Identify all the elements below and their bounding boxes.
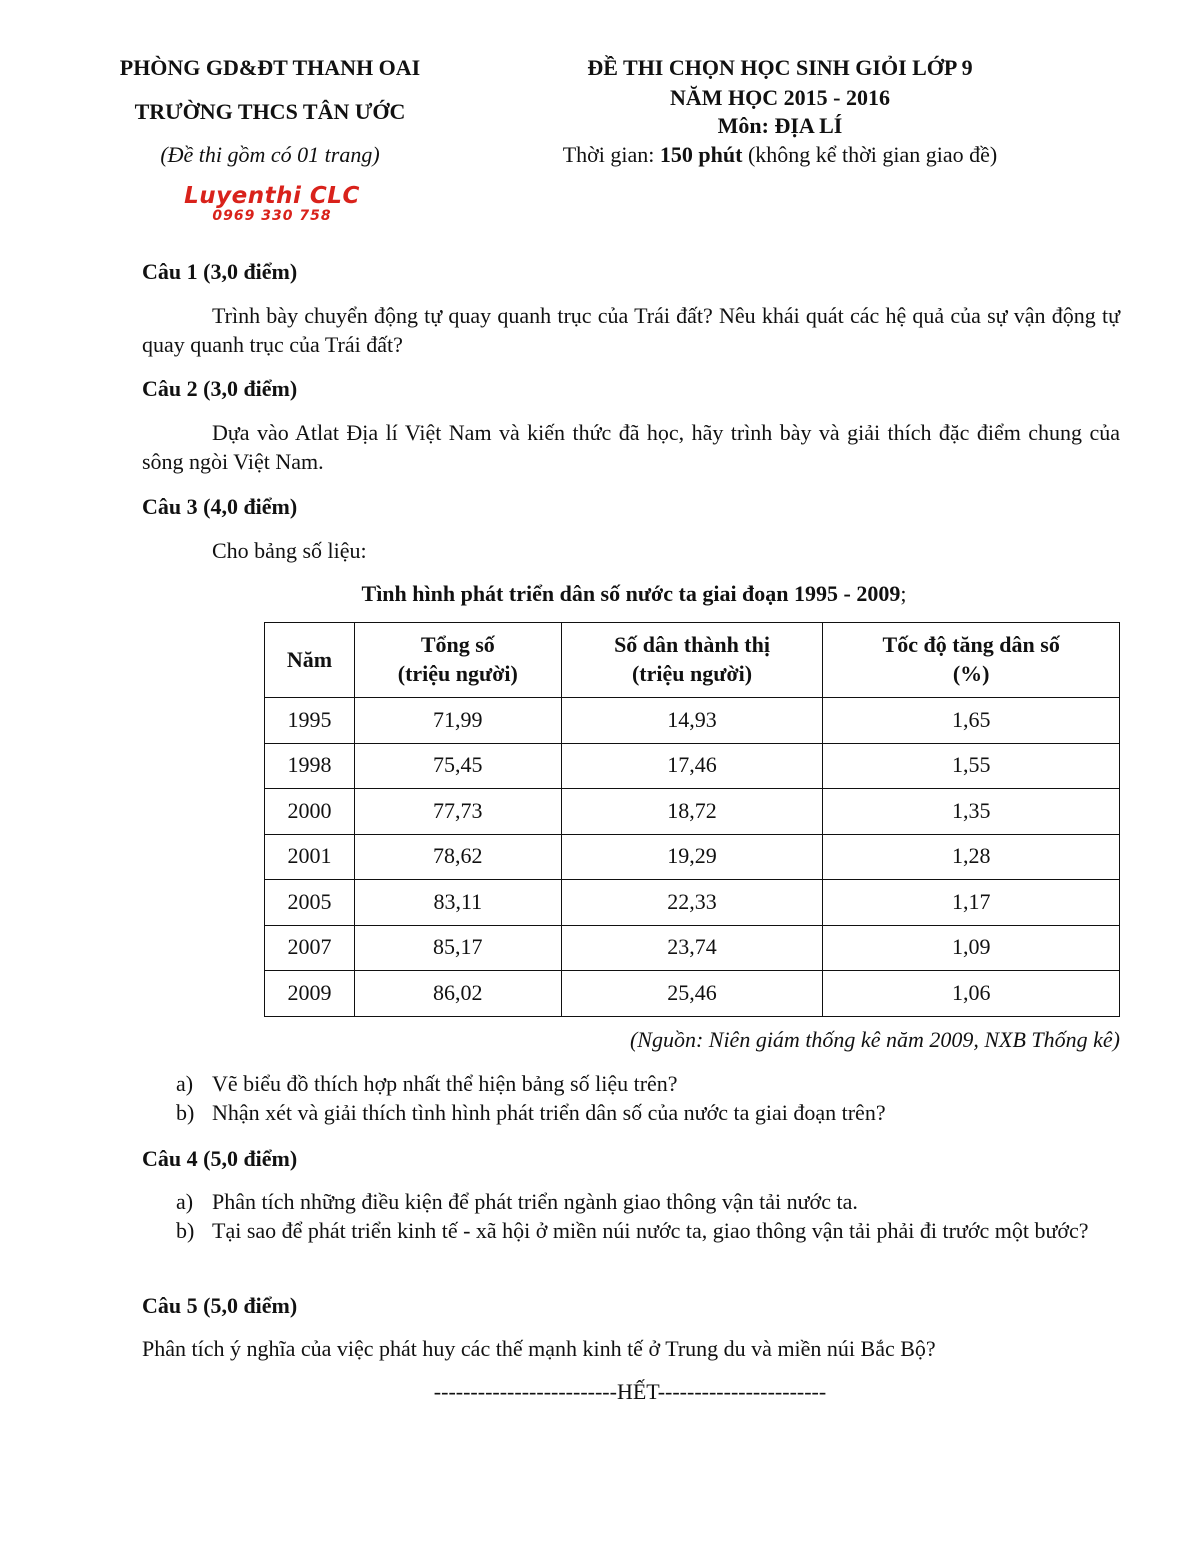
time-prefix: Thời gian: [562,142,660,167]
table-header-cell: Năm [265,623,355,698]
list-item-label: b) [176,1218,195,1243]
time-suffix: (không kể thời gian giao đề) [742,142,998,167]
time-value: 150 phút [659,142,743,167]
population-table [264,622,1120,1017]
table-row [265,880,1120,926]
table-cell: 23,74 [561,925,823,971]
table-cell: 2007 [265,925,355,971]
table-cell: 14,93 [561,698,823,744]
table-header-cell: Tổng số (triệu người) [354,623,561,698]
subject: Môn: ĐỊA LÍ [717,113,843,138]
school-year: NĂM HỌC 2015 - 2016 [670,85,890,110]
table-cell: 71,99 [354,698,561,744]
table-cell: 25,46 [561,971,823,1017]
list-item-label: a) [176,1071,194,1096]
list-item-text: Tại sao để phát triển kinh tế - xã hội ở miền núi nước ta, giao thông vận tải phải đi trước một bước? [212,1218,1089,1243]
list-item-text: Phân tích những điều kiện để phát triển ngành giao thông vận tải nước ta. [212,1189,858,1214]
table-cell: 83,11 [354,880,561,926]
table-cell: 1,06 [823,971,1120,1017]
table-header-row [265,623,1120,698]
page-note: (Đề thi gồm có 01 trang) [160,142,380,167]
question-1-text: Trình bày chuyển động tự quay quanh trục của Trái đất? Nêu khái quát các hệ quả của sự vận động tự quay quanh trục của Trái đất? [142,303,1120,357]
list-item [176,1099,1120,1128]
table-cell: 17,46 [561,743,823,789]
logo-name: Luyenthi CLC [184,183,360,209]
logo [162,185,382,223]
table-cell: 86,02 [354,971,561,1017]
list-item-label: a) [176,1189,194,1214]
table-cell: 19,29 [561,834,823,880]
table-cell: 85,17 [354,925,561,971]
list-item [176,1188,1120,1217]
table-row [265,834,1120,880]
table-row [265,925,1120,971]
table-cell: 18,72 [561,789,823,835]
table-cell: 1998 [265,743,355,789]
school-name: TRƯỜNG THCS TÂN ƯỚC [134,99,406,124]
logo-phone: 0969 330 758 [212,208,332,224]
table-cell: 2009 [265,971,355,1017]
table-cell: 75,45 [354,743,561,789]
table-cell: 1,17 [823,880,1120,926]
table-cell: 1,65 [823,698,1120,744]
list-item [176,1217,1120,1246]
table-cell: 1,55 [823,743,1120,789]
question-3-title: Câu 3 (4,0 điểm) [142,494,298,519]
table-title-suffix: ; [900,581,907,606]
question-5-title: Câu 5 (5,0 điểm) [142,1293,298,1318]
question-2-title: Câu 2 (3,0 điểm) [142,376,298,401]
table-cell: 77,73 [354,789,561,835]
question-3-intro: Cho bảng số liệu: [212,538,367,563]
question-2-text: Dựa vào Atlat Địa lí Việt Nam và kiến thức đã học, hãy trình bày và giải thích đặc điểm chung của sông ngòi Việt Nam. [142,420,1120,474]
question-1-title: Câu 1 (3,0 điểm) [142,259,298,284]
table-cell: 1,09 [823,925,1120,971]
table-cell: 2000 [265,789,355,835]
end-marker: -------------------------HẾT----------------------- [433,1379,827,1404]
list-item-label: b) [176,1100,195,1125]
exam-time [470,141,1090,170]
table-header-cell: Số dân thành thị (triệu người) [561,623,823,698]
table-title-text: Tình hình phát triển dân số nước ta giai đoạn 1995 - 2009 [361,581,901,606]
table-cell: 78,62 [354,834,561,880]
table-row [265,743,1120,789]
table-cell: 22,33 [561,880,823,926]
department-name: PHÒNG GD&ĐT THANH OAI [119,55,421,80]
table-title [264,580,1004,609]
question-5-text: Phân tích ý nghĩa của việc phát huy các thế mạnh kinh tế ở Trung du và miền núi Bắc Bộ? [142,1336,936,1361]
table-cell: 1,28 [823,834,1120,880]
table-row [265,789,1120,835]
list-item [176,1070,1120,1099]
question-4-title: Câu 4 (5,0 điểm) [142,1146,298,1171]
table-row [265,698,1120,744]
list-item-text: Nhận xét và giải thích tình hình phát triển dân số của nước ta giai đoạn trên? [212,1100,886,1125]
table-header-cell: Tốc độ tăng dân số (%) [823,623,1120,698]
list-item-text: Vẽ biểu đồ thích hợp nhất thể hiện bảng số liệu trên? [212,1071,678,1096]
table-source: (Nguồn: Niên giám thống kê năm 2009, NXB Thống kê) [629,1027,1120,1052]
table-cell: 1,35 [823,789,1120,835]
table-cell: 2001 [265,834,355,880]
table-cell: 2005 [265,880,355,926]
table-row [265,971,1120,1017]
exam-title: ĐỀ THI CHỌN HỌC SINH GIỎI LỚP 9 [587,55,973,80]
table-cell: 1995 [265,698,355,744]
